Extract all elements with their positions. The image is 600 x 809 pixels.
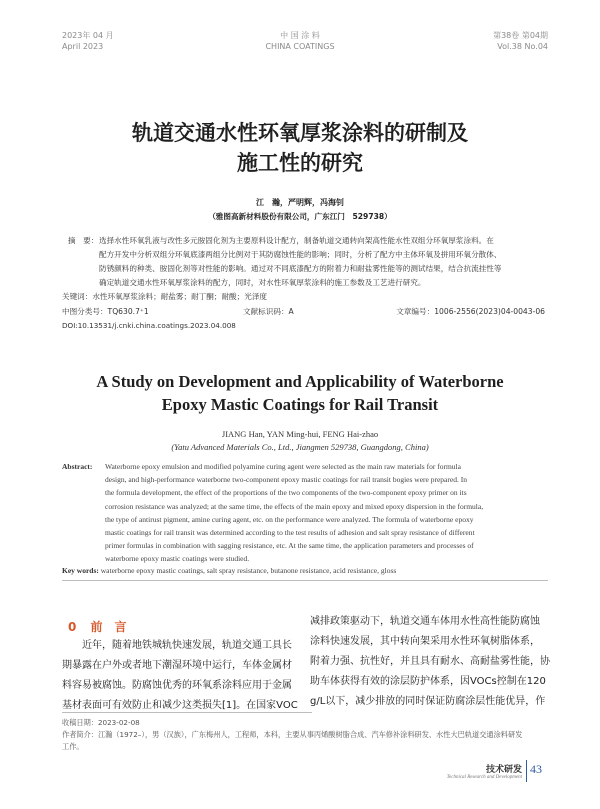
keywords-cn [62,290,267,304]
abstract-en-line: mastic coatings for rail transit was determined according to the test results of adhesion and salt spray resistance of different [105,528,475,538]
section-number: 0 [68,620,77,634]
abstract-en-line: Waterborne epoxy emulsion and modified polyamine curing agent were selected as the main raw materials for formula [105,462,461,471]
authors-cn: 江 瀚，严明辉，冯海钊 [256,198,344,207]
section-heading [68,618,127,635]
abstract-en-line: the formula development, the effect of the proportions of the two components of the two-component epoxy primer on its [105,488,467,498]
page-number: 43 [530,762,542,776]
clc-number: 中图分类号：TQ630.7⁺1 [62,307,149,316]
divider [62,580,548,581]
header-journal-cn: 中 国 涂 料 [280,31,320,40]
body-line: 助车体获得有效的涂层防护体系，因VOCs控制在120 [310,676,546,687]
affiliation-en: (Yatu Advanced Materials Co., Ltd., Jiangmen 529738, Guangdong, China) [171,442,429,452]
header-date [62,30,114,52]
footer-divider [526,760,527,782]
abstract-cn-line: 选择水性环氧乳液与改性多元胺固化剂为主要原料设计配方，制备轨道交通转向架高性能水性双组分环氧厚浆涂料。在 [99,236,494,245]
section-title: 前 言 [90,620,127,634]
body-line: g/L以下，减少排放的同时保证防腐涂层性能优异，作 [310,696,546,707]
body-line: 涂料快速发展，其中转向架采用水性环氧树脂体系， [310,636,540,647]
body-line: 基材表面可有效防止和减少这类损失[1]。在国家VOC [62,700,298,711]
header-volume-cn: 第38卷 第04期 [493,31,548,40]
footnote-rule [62,712,312,713]
keywords-en [62,564,396,577]
affiliation-cn: （雅图高新材料股份有限公司，广东江门 529738） [208,212,392,221]
abstract-cn-label: 摘 要： [68,236,99,245]
title-cn-line2: 施工性的研究 [237,151,363,175]
header-date-en: April 2023 [62,42,104,51]
body-line: 减排政策驱动下，轨道交通车体用水性高性能防腐蚀 [310,616,540,627]
footer-section-en: Technical Research and Development [446,775,522,780]
body-line: 附着力强、抗性好，并且具有耐水、高耐盐雾性能，协 [310,656,550,667]
keywords-cn-text: 水性环氧厚浆涂料；耐盐雾；耐丁酮；耐酸；光泽度 [92,292,268,301]
header-journal [220,30,380,52]
body-right-column [310,612,550,712]
abstract-en [105,460,560,566]
received-date: 收稿日期：2023-02-08 [62,718,140,727]
body-line: 期暴露在户外或者地下潮湿环境中运行，车体金属材 [62,660,292,671]
abstract-en-line: the type of antirust pigment, amine curing agent, etc. on the performance were analyzed. The formula of waterborne epoxy [105,514,474,524]
keywords-en-text: waterborne epoxy mastic coatings, salt spray resistance, butanone resistance, acid resistance, gloss [100,566,397,575]
title-en [60,370,540,416]
header-volume [493,30,548,52]
body-line: 料容易被腐蚀。防腐蚀优秀的环氧系涂料应用于金属 [62,680,292,691]
footer-section [447,762,522,780]
abstract-en-label: Abstract: [62,462,93,471]
author-bio: 作者简介：江瀚（1972–），男（汉族），广东梅州人，工程师，本科，主要从事丙烯酸树脂合成、汽车修补涂料研发、水性大巴轨道交通涂料研发 [62,730,523,739]
footnote [62,717,542,753]
title-cn [60,118,540,178]
article-number: 文章编号：1006-2556(2023)04-0043-06 [396,307,545,316]
doi: DOI:10.13531/j.cnki.china.coatings.2023.04.008 [62,321,236,330]
title-cn-line1: 轨道交通水性环氧厚浆涂料的研制及 [132,121,468,145]
abstract-en-line: corrosion resistance was analyzed; at the same time, the effects of the main epoxy and mixed epoxy dispersion in the formula, [105,501,484,511]
header-date-cn: 2023年 04 月 [62,31,114,40]
footer-section-cn: 技术研发 [485,765,522,775]
abstract-cn-line: 配方开发中分析双组分环氧底漆两组分比例对于其防腐蚀性能的影响；同时，分析了配方中主体环氧及拼用环氧分散体、 [99,250,502,259]
header-volume-en: Vol.38 No.04 [497,42,548,51]
body-left-column [62,636,302,716]
title-en-line2: Epoxy Mastic Coatings for Rail Transit [161,395,439,414]
author-bio-continued: 工作。 [62,742,84,751]
header-journal-en: CHINA COATINGS [265,42,335,51]
title-en-line1: A Study on Development and Applicability of Waterborne [96,372,504,391]
abstract-en-line: primer formulas in combination with sagging resistance, etc. At the same time, the application parameters and processes of [105,541,474,551]
abstract-en-line: waterborne epoxy mastic coatings were studied. [105,554,250,564]
abstract-cn-line: 确定轨道交通水性环氧厚浆涂料的配方，同时，对水性环氧厚浆涂料的施工参数及工艺进行研究。 [99,278,426,287]
abstract-cn-line: 防锈颜料的种类、胺固化剂等对性能的影响。通过对不同底漆配方的附着力和耐盐雾性能等的测试结果，结合抗流挂性等 [99,264,502,273]
abstract-cn [99,234,559,290]
body-line: 近年，随着地铁城轨快速发展，轨道交通工具长 [62,640,292,651]
document-code: 文献标识码：A [243,307,294,316]
authors-en: JIANG Han, YAN Ming-hui, FENG Hai-zhao [221,429,379,439]
keywords-cn-label: 关键词： [62,292,93,301]
abstract-en-line: design, and high-performance waterborne two-component epoxy mastic coatings for rail transit bogies were prepared. In [105,475,467,485]
keywords-en-label: Key words: [62,566,99,575]
